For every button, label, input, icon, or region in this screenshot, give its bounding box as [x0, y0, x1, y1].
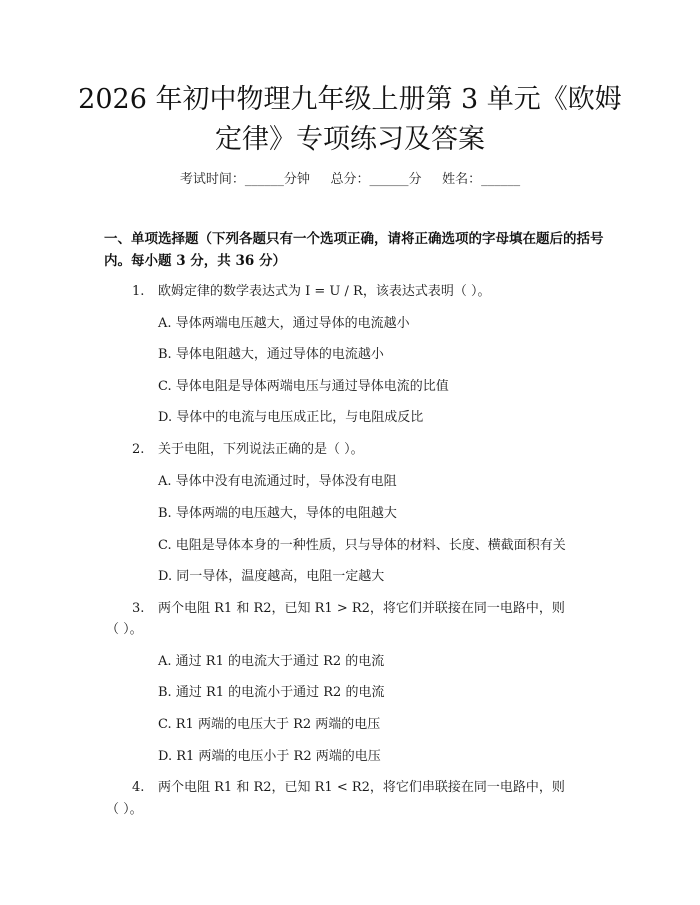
option-b: B. 导体电阻越大，通过导体的电流越小	[158, 347, 384, 362]
question-text: 欧姆定律的数学表达式为 I = U / R，该表达式表明（ ）。	[158, 284, 491, 299]
section-heading: 一、单项选择题（下列各题只有一个选项正确，请将正确选项的字母填在题后的括号内。每小题 3 分，共 36 分）	[104, 231, 604, 269]
question-number: 2.	[132, 442, 145, 457]
title-line-2: 定律》专项练习及答案	[215, 124, 485, 155]
option-d: D. R1 两端的电压小于 R2 两端的电压	[158, 749, 381, 764]
question-text-continuation: （ ）。	[106, 622, 143, 637]
option-c: C. 导体电阻是导体两端电压与通过导体电流的比值	[158, 379, 449, 394]
question-text: 两个电阻 R1 和 R2，已知 R1 < R2，将它们串联接在同一电路中，则	[158, 780, 565, 795]
question-text-continuation: （ ）。	[106, 802, 143, 817]
option-a: A. 导体两端电压越大，通过导体的电流越小	[158, 316, 410, 331]
question-number: 1.	[132, 284, 145, 299]
question-number: 4.	[132, 780, 145, 795]
option-d: D. 导体中的电流与电压成正比，与电阻成反比	[158, 410, 424, 425]
option-a: A. 导体中没有电流通过时，导体没有电阻	[158, 474, 397, 489]
document-title	[60, 80, 640, 160]
question-text: 关于电阻，下列说法正确的是（ ）。	[158, 442, 364, 457]
option-b: B. 导体两端的电压越大，导体的电阻越大	[158, 506, 397, 521]
exam-info-line: 考试时间：______分钟 总分：______分 姓名：______	[179, 172, 521, 187]
question-text: 两个电阻 R1 和 R2，已知 R1 > R2，将它们并联接在同一电路中，则	[158, 601, 565, 616]
option-c: C. R1 两端的电压大于 R2 两端的电压	[158, 717, 381, 732]
option-a: A. 通过 R1 的电流大于通过 R2 的电流	[158, 654, 385, 669]
option-d: D. 同一导体，温度越高，电阻一定越大	[158, 569, 385, 584]
option-b: B. 通过 R1 的电流小于通过 R2 的电流	[158, 685, 385, 700]
question-number: 3.	[132, 601, 145, 616]
title-line-1: 2026 年初中物理九年级上册第 3 单元《欧姆	[78, 84, 622, 115]
option-c: C. 电阻是导体本身的一种性质，只与导体的材料、长度、横截面积有关	[158, 538, 566, 553]
